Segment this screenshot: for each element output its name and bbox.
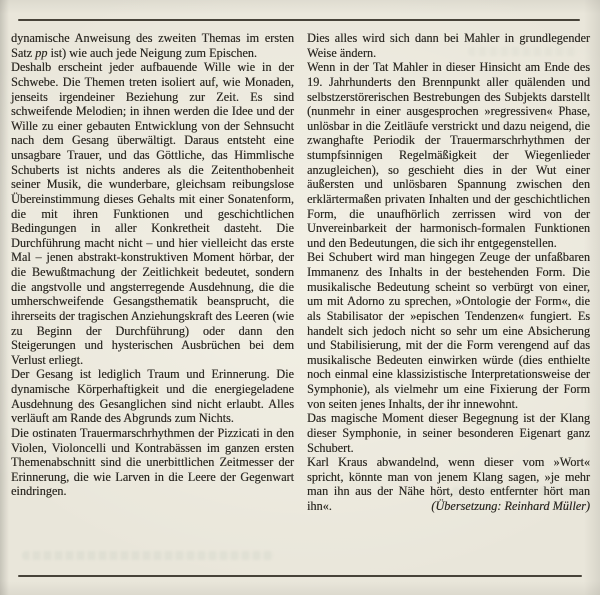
paragraph: Dies alles wird sich dann bei Mahler in grundlegender Weise ändern. [307, 31, 590, 60]
paragraph: Wenn in der Tat Mahler in dieser Hinsicht am Ende des 19. Jahrhunderts den Brennpunkt aller quälenden und selbstzerstörerischen Bestrebungen des Subjekts darstellt (nunmehr in einer ausgesprochen »regressiven« Phase, unlösbar in die Zeitläufe verstrickt und dazu neigend, die zwanghafte Periodik der Trauermarschrhythmen der stumpfsinnigen Regelmäßigkeit der Wiegenlieder anzugleichen), so geschieht dies in der Wut einer äußersten und unlösbaren Spannung zwischen den erklärtermaßen privaten Inhalten und der geschichtlichen Form, die unaufhörlich zerrissen wird von der Unvereinbarkeit der harmonisch-formalen Funktionen und den Bedeutungen, die sich ihr entgegenstellen. [307, 60, 590, 250]
paragraph: Die ostinaten Trauermarschrhythmen der Pizzicati in den Violen, Violoncelli und Kontrabässen im ganzen ersten Themenabschnitt sind die unerbittlichen Zeitmesser der Erinnerung, die wie Larven in die Leere der Gegenwart eindringen. [11, 425, 294, 499]
left-text-column [11, 31, 294, 514]
text-columns [11, 31, 590, 514]
paragraph: dynamische Anweisung des zweiten Themas im ersten Satz pp ist) wie auch jede Neigung zum Epischen. [11, 31, 294, 60]
paragraph: Karl Kraus abwandelnd, wenn dieser vom »Wort« spricht, könnte man von jenem Klang sagen, »je mehr man ihn aus der Nähe hört, desto entfernter hört man ihn«. (Übersetzung: Reinhard Müller) [307, 455, 590, 513]
print-bleed-through [22, 551, 274, 560]
top-divider [18, 19, 580, 21]
paragraph: Das magische Moment dieser Begegnung ist der Klang dieser Symphonie, in seiner besonderen Eigenart ganz Schubert. [307, 411, 590, 455]
paragraph: Bei Schubert wird man hingegen Zeuge der unfaßbaren Immanenz des Inhalts in der bestehenden Form. Die musikalische Bedeutung scheint so verbürgt von einer, um mit Adorno zu sprechen, »Ontologie der Form«, die als Stabilisator der »epischen Tendenzen« fungiert. Es handelt sich jedoch nicht so sehr um eine Absicherung und Stabilisierung, mit der die Form verengend auf das musikalische Bedeuten einwirken würde (dies enthielte noch einmal eine klassizistische Interpretationsweise der Symphonie), als vielmehr um eine Fixierung der Form von seiten jenes Inhalts, der ihr innewohnt. [307, 250, 590, 411]
paragraph: Der Gesang ist lediglich Traum und Erinnerung. Die dynamische Körperhaftigkeit und die energiegeladene Ausdehnung des Gesanglichen sind nicht erlaubt. Alles verläuft am Rande des Abgrunds zum Nichts. [11, 367, 294, 426]
bottom-divider [18, 575, 582, 577]
paragraph: Deshalb erscheint jeder aufbauende Wille wie in der Schwebe. Die Themen treten isoliert auf, wie Monaden, jenseits irgendeiner Beziehung zur Zeit. Es sind schweifende Melodien; in ihnen werden die Idee und der Wille zu einer gebauten Entwicklung von der Sehnsucht nach dem Gesang überwältigt. Daraus entsteht eine unsagbare Trauer, und das Göttliche, das Himmlische Schuberts ist nichts anderes als die Zeitenthobenheit seiner Musik, die wunderbare, gleichsam reibungslose Übereinstimmung dieses Gehalts mit einer Sonatenform, die mit ihren Funktionen und geschichtlichen Bedingungen in aller Konkretheit dasteht. Die Durchführung macht nicht – und hier vielleicht das erste Mal – jenen abstrakt-konstruktiven Moment hörbar, der die Bewußtmachung der Zeitlichkeit bedeutet, sondern die angstvolle und angsterregende Ausdehnung, die die umherschweifende Gesangsthematik beansprucht, die ihrerseits der tragischen Anziehungskraft des Leeren (wie zu Beginn der Durchführung) oder dann den Steigerungen und hysterischen Ausbrüchen bei dem Verlust erliegt. [11, 60, 294, 367]
translator-credit: (Übersetzung: Reinhard Müller) [431, 499, 590, 513]
right-text-column [307, 31, 590, 514]
